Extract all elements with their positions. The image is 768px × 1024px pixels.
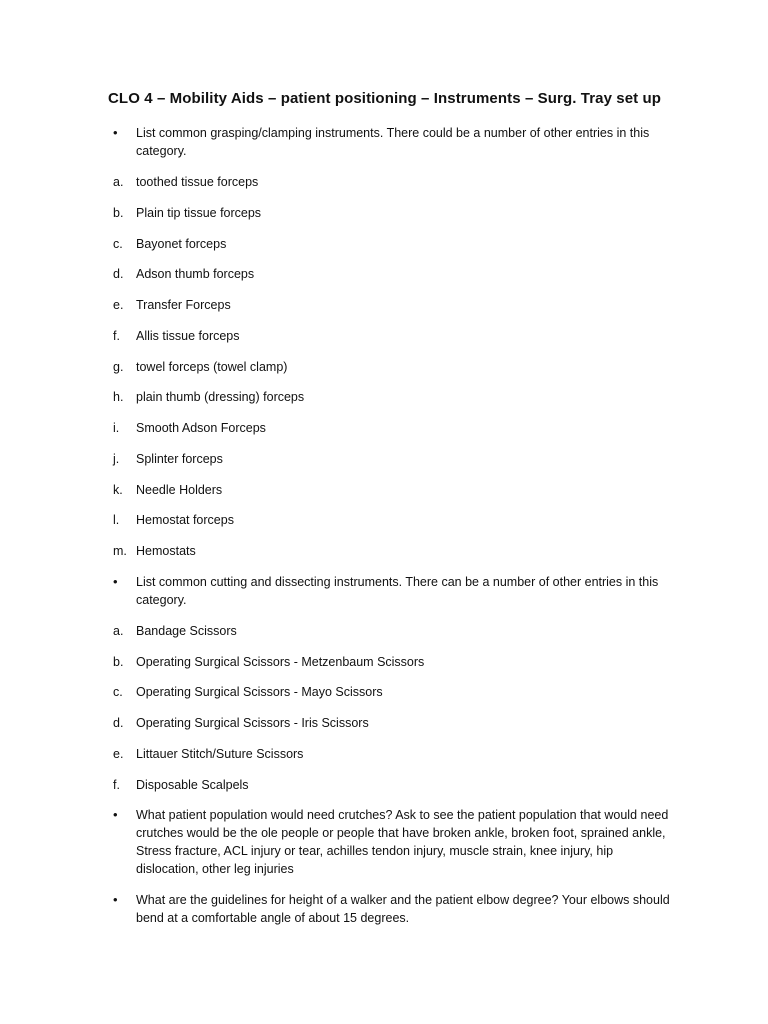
list-item [113, 622, 673, 640]
list-marker: l. [113, 513, 120, 527]
list-item-text: Littauer Stitch/Suture Scissors [136, 747, 304, 761]
bullet-marker: • [113, 125, 118, 140]
list-marker: d. [113, 267, 124, 281]
list-marker: a. [113, 175, 124, 189]
list-item [113, 235, 673, 253]
list-marker: a. [113, 624, 124, 638]
bullet-text: What patient population would need crutches? Ask to see the patient population that would need crutches would be the ole people or people that have broken ankle, broken foot, sprained ankle, Stress fracture, ACL injury or tear, achilles tendon injury, muscle strain, knee injury, hip dislocation, other leg injuries [136, 808, 669, 876]
list-item [113, 173, 673, 191]
list-marker: k. [113, 483, 123, 497]
list-item-text: Hemostat forceps [136, 513, 234, 527]
bullet-walker-question [113, 891, 673, 927]
list-item [113, 327, 673, 345]
list-item-text: Hemostats [136, 544, 196, 558]
bullet-text: List common grasping/clamping instruments. There could be a number of other entries in this category. [136, 126, 650, 158]
list-marker: i. [113, 421, 120, 435]
list-marker: c. [113, 685, 123, 699]
list-item [113, 388, 673, 406]
list-item-text: Transfer Forceps [136, 298, 231, 312]
bullet-text: List common cutting and dissecting instruments. There can be a number of other entries in this category. [136, 575, 659, 607]
list-item-text: Operating Surgical Scissors - Metzenbaum Scissors [136, 655, 425, 669]
list-item-text: plain thumb (dressing) forceps [136, 390, 305, 404]
list-marker: j. [113, 452, 120, 466]
list-marker: c. [113, 237, 123, 251]
list-item [113, 419, 673, 437]
bullet-marker: • [113, 892, 118, 907]
list-item [113, 511, 673, 529]
bullet-grasping-instruments [113, 124, 673, 160]
list-item [113, 776, 673, 794]
list-item-text: Smooth Adson Forceps [136, 421, 266, 435]
list-item-text: Adson thumb forceps [136, 267, 255, 281]
list-item [113, 714, 673, 732]
bullet-crutches-question [113, 806, 673, 878]
list-item [113, 204, 673, 222]
list-item [113, 481, 673, 499]
list-item-text: Disposable Scalpels [136, 778, 249, 792]
bullet-marker: • [113, 807, 118, 822]
list-item-text: towel forceps (towel clamp) [136, 360, 288, 374]
list-item [113, 745, 673, 763]
list-item [113, 542, 673, 560]
list-item-text: Operating Surgical Scissors - Mayo Scissors [136, 685, 383, 699]
list-item [113, 296, 673, 314]
bullet-cutting-instruments [113, 573, 673, 609]
document-title: CLO 4 – Mobility Aids – patient positioning – Instruments – Surg. Tray set up [108, 90, 662, 107]
list-item-text: Operating Surgical Scissors - Iris Scissors [136, 716, 369, 730]
bullet-text: What are the guidelines for height of a walker and the patient elbow degree? Your elbows should bend at a comfortable angle of about 15 degrees. [136, 893, 670, 925]
list-item-text: Bayonet forceps [136, 237, 227, 251]
list-item-text: toothed tissue forceps [136, 175, 259, 189]
list-item [113, 265, 673, 283]
list-marker: f. [113, 778, 120, 792]
list-item-text: Needle Holders [136, 483, 223, 497]
list-marker: f. [113, 329, 120, 343]
list-marker: b. [113, 655, 124, 669]
list-item [113, 358, 673, 376]
list-marker: e. [113, 747, 124, 761]
bullet-marker: • [113, 574, 118, 589]
list-item [113, 450, 673, 468]
list-marker: d. [113, 716, 124, 730]
list-marker: e. [113, 298, 124, 312]
list-marker: g. [113, 360, 124, 374]
list-item-text: Plain tip tissue forceps [136, 206, 262, 220]
list-item-text: Bandage Scissors [136, 624, 237, 638]
list-marker: m. [113, 544, 127, 558]
list-item-text: Allis tissue forceps [136, 329, 240, 343]
list-item-text: Splinter forceps [136, 452, 223, 466]
list-item [113, 653, 673, 671]
list-marker: h. [113, 390, 124, 404]
list-marker: b. [113, 206, 124, 220]
list-item [113, 683, 673, 701]
